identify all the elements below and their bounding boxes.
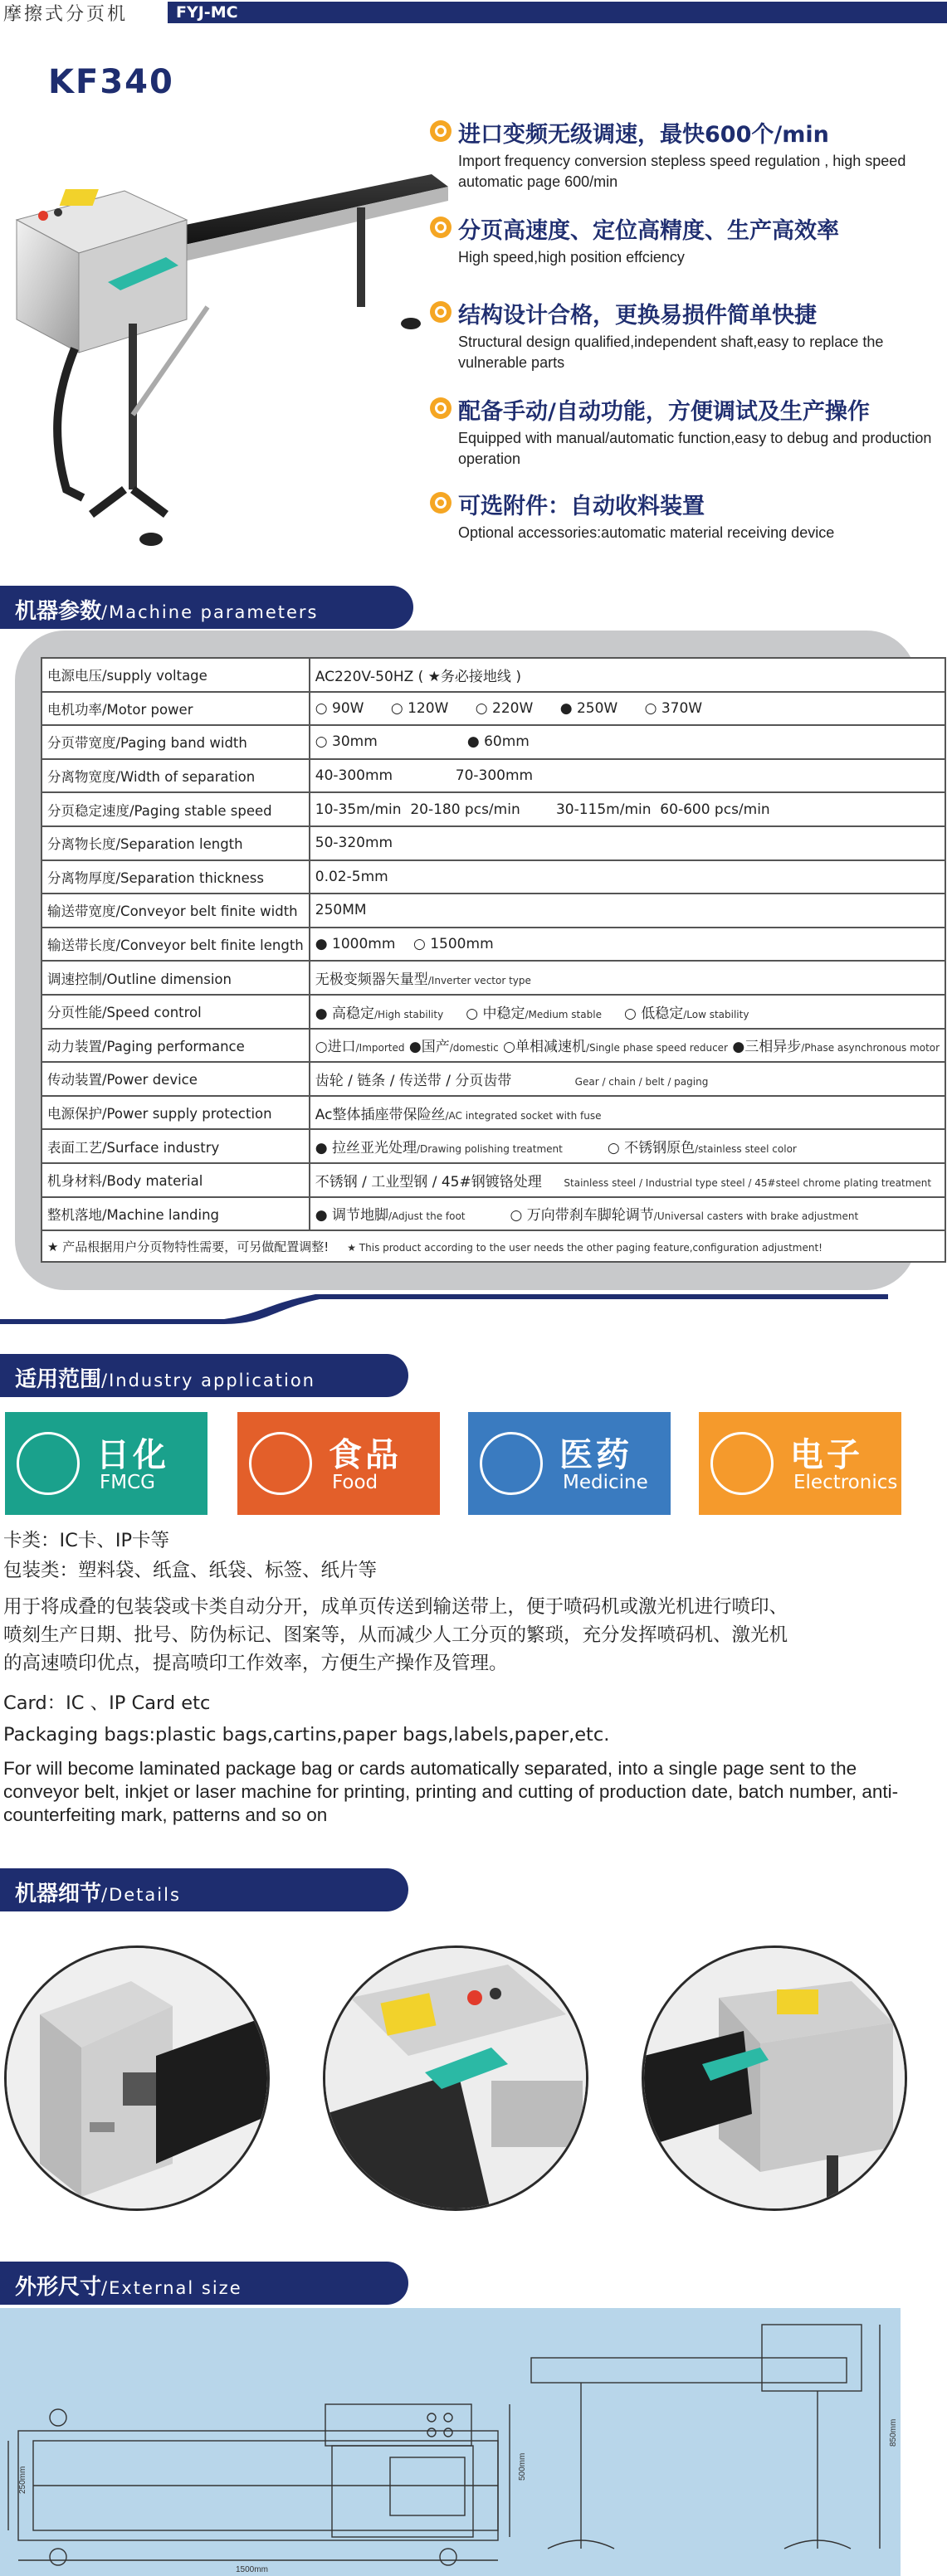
param-label: 分离物宽度/Width of separation <box>41 759 310 793</box>
param-value <box>310 1129 945 1163</box>
bottle-icon <box>17 1432 80 1495</box>
product-category-title: 摩擦式分页机 <box>3 4 129 25</box>
param-value-text: ○ 万向带刹车脚轮调节 <box>465 1207 654 1225</box>
param-value <box>310 1096 945 1130</box>
param-row <box>41 1163 945 1197</box>
dimension-drawing-panel <box>0 2308 901 2576</box>
industry-card <box>699 1412 901 1515</box>
chip-icon <box>710 1432 774 1495</box>
param-row <box>41 1197 945 1231</box>
param-value-text: ●国产 <box>404 1039 450 1056</box>
param-value-text: 齿轮 / 链条 / 传送带 / 分页齿带 <box>315 1072 512 1089</box>
dim-belt-width-label: 250mm <box>18 2466 27 2494</box>
param-value-text: 不锈钢 / 工业型钢 / 45#钢镀铬处理 <box>315 1173 542 1191</box>
param-value-text: ○单相减速机 <box>498 1039 586 1056</box>
feature-desc: Import frequency conversion stepless speed regulation , high speed automatic page 600/min <box>458 153 906 190</box>
param-value-text: ○ 低稳定 <box>601 1005 684 1022</box>
param-value-en: /domestic <box>449 1042 499 1054</box>
param-value-en: /Low stability <box>683 1008 749 1020</box>
param-value-en: /Drawing polishing treatment <box>417 1143 563 1156</box>
usage-cn-3: 的高速喷印优点，提高喷印工作效率，方便生产操作及管理。 <box>3 1653 508 1674</box>
param-label: 电机功率/Motor power <box>41 692 310 726</box>
capsule-icon <box>480 1432 543 1495</box>
dim-width-label: 500mm <box>518 2452 527 2481</box>
industry-card <box>237 1412 440 1515</box>
param-value <box>310 1197 945 1231</box>
param-row <box>41 792 945 826</box>
industry-name-cn: 电子 <box>790 1436 863 1474</box>
machine-hero-image <box>0 141 448 556</box>
param-value-text: 50-320mm <box>315 835 393 852</box>
usage-cn-1: 用于将成叠的包装袋或卡类自动分开，成单页传送到输送带上，便于喷码机或激光机进行喷印、 <box>3 1596 788 1618</box>
param-value-en: /Imported <box>355 1042 405 1054</box>
param-value <box>310 692 945 726</box>
dim-height-label: 850mm <box>889 2418 898 2447</box>
feature-title: 可选附件：自动收料装置 <box>458 494 705 519</box>
header-bar <box>168 2 947 23</box>
feature-desc: Equipped with manual/automatic function,easy to debug and production operation <box>458 430 932 467</box>
product-code: FYJ-MC <box>176 3 238 22</box>
param-value <box>310 894 945 928</box>
decorative-swoosh <box>0 1288 947 1337</box>
param-value-text: ○进口 <box>315 1039 356 1056</box>
param-value-text: ○ 90W ○ 120W ○ 220W ● 250W ○ 370W <box>315 699 703 717</box>
industry-name-en: Food <box>332 1472 378 1493</box>
cards-en: Card：IC 、IP Card etc <box>3 1692 211 1714</box>
param-label: 表面工艺/Surface industry <box>41 1129 310 1163</box>
param-value-text: AC220V-50HZ ( ★务必接地线 ) <box>315 668 521 685</box>
param-value <box>310 792 945 826</box>
param-value-en: /Inverter vector type <box>427 975 531 987</box>
bowl-icon <box>249 1432 312 1495</box>
param-note <box>41 1230 945 1262</box>
dim-length-label: 1500mm <box>236 2565 268 2574</box>
param-label: 调速控制/Outline dimension <box>41 961 310 995</box>
param-value-text: ● 调节地脚 <box>315 1207 389 1225</box>
param-label: 整机落地/Machine landing <box>41 1197 310 1231</box>
param-value-text: ○ 30mm ● 60mm <box>315 733 530 751</box>
feature-desc: Optional accessories:automatic material receiving device <box>458 524 835 541</box>
note-cn: ★ 产品根据用户分页物特性需要，可另做配置调整! <box>47 1239 329 1254</box>
feature-title: 分页高速度、定位高精度、生产高效率 <box>458 218 839 244</box>
param-value <box>310 658 945 692</box>
param-value-en: /Single phase speed reducer <box>585 1042 728 1054</box>
cards-cn: 卡类：IC卡、IP卡等 <box>3 1530 170 1551</box>
param-value-text: ● 拉丝亚光处理 <box>315 1140 417 1157</box>
param-value <box>310 826 945 860</box>
model-name: KF340 <box>48 63 174 101</box>
detail-photo-feeder <box>323 1945 588 2211</box>
param-value-en: /stainless steel color <box>695 1143 797 1156</box>
param-value-text: 40-300mm 70-300mm <box>315 767 534 785</box>
detail-photo-side <box>4 1945 270 2211</box>
param-row <box>41 658 945 692</box>
param-value-text: Ac整体插座带保险丝 <box>315 1106 446 1123</box>
param-row <box>41 860 945 894</box>
param-row <box>41 961 945 995</box>
params-table <box>41 657 946 1263</box>
industry-card <box>468 1412 671 1515</box>
feature-desc: High speed,high position effciency <box>458 249 685 265</box>
param-label: 分离物长度/Separation length <box>41 826 310 860</box>
param-label: 传动装置/Power device <box>41 1062 310 1096</box>
param-row <box>41 1029 945 1063</box>
dimension-drawing <box>0 2308 901 2576</box>
params-panel <box>15 631 940 1290</box>
note-en: ★ This product according to the user needs the other paging feature,configuration adjustment! <box>347 1241 823 1254</box>
param-value-en: /Phase asynchronous motor <box>801 1042 940 1054</box>
param-row <box>41 725 945 759</box>
param-label: 输送带宽度/Conveyor belt finite width <box>41 894 310 928</box>
param-row <box>41 1096 945 1130</box>
param-value <box>310 961 945 995</box>
feature-title: 配备手动/自动功能，方便调试及生产操作 <box>458 399 870 425</box>
param-value-en: /Universal casters with brake adjustment <box>653 1210 859 1223</box>
industry-name-en: Electronics <box>793 1472 898 1493</box>
bags-en: Packaging bags:plastic bags,cartins,paper bags,labels,paper,etc. <box>3 1724 610 1746</box>
bullet-icon <box>430 217 452 238</box>
bags-cn: 包装类：塑料袋、纸盒、纸袋、标签、纸片等 <box>3 1560 378 1581</box>
param-label: 机身材料/Body material <box>41 1163 310 1197</box>
param-value-text: ● 1000mm ○ 1500mm <box>315 936 494 953</box>
usage-en: For will become laminated package bag or cards automatically separated, into a single page sent to the conveyor belt, inkjet or laser machine for printing, printing and cutting of production date, batch number, anti-counterfeiting mark, patterns and so on <box>3 1758 899 1825</box>
industry-name-cn: 日化 <box>96 1436 169 1474</box>
param-value <box>310 1029 945 1063</box>
feature-desc: Structural design qualified,independent shaft,easy to replace the vulnerable parts <box>458 334 884 371</box>
param-label: 分页带宽度/Paging band width <box>41 725 310 759</box>
param-label: 电源电压/supply voltage <box>41 658 310 692</box>
param-value-text: ●三相异步 <box>727 1039 802 1056</box>
param-label: 分页稳定速度/Paging stable speed <box>41 792 310 826</box>
top-header <box>0 0 947 25</box>
param-value-en: Gear / chain / belt / paging <box>511 1075 709 1088</box>
param-row <box>41 759 945 793</box>
industry-name-en: FMCG <box>100 1472 155 1493</box>
param-note-row <box>41 1230 945 1262</box>
param-value-text: ○ 不锈钢原色 <box>562 1140 696 1157</box>
param-row <box>41 1129 945 1163</box>
param-row <box>41 826 945 860</box>
param-value <box>310 1163 945 1197</box>
param-value-text: 无极变频器矢量型 <box>315 971 428 989</box>
industry-name-en: Medicine <box>563 1472 648 1493</box>
param-row <box>41 928 945 962</box>
param-value <box>310 1062 945 1096</box>
param-row <box>41 692 945 726</box>
bullet-icon <box>430 397 452 419</box>
param-value-en: /Adjust the foot <box>388 1210 466 1223</box>
feature-title: 结构设计合格，更换易损件简单快捷 <box>458 303 817 329</box>
param-value-en: /AC integrated socket with fuse <box>445 1109 602 1122</box>
bullet-icon <box>430 120 452 142</box>
param-value <box>310 725 945 759</box>
param-value-text: ● 高稳定 <box>315 1005 375 1022</box>
usage-cn-2: 喷刻生产日期、批号、防伪标记、图案等，从而减少人工分页的繁琐，充分发挥喷码机、激光机 <box>3 1624 788 1646</box>
param-value-text: 10-35m/min 20-180 pcs/min 30-115m/min 60-600 pcs/min <box>315 801 770 818</box>
param-value <box>310 928 945 962</box>
param-value-en: /High stability <box>374 1008 444 1020</box>
param-label: 分页性能/Speed control <box>41 995 310 1029</box>
param-row <box>41 1062 945 1096</box>
bullet-icon <box>430 301 452 323</box>
detail-photo-front <box>642 1945 907 2211</box>
param-row <box>41 995 945 1029</box>
param-value-en: /Medium stable <box>525 1008 602 1020</box>
param-label: 动力装置/Paging performance <box>41 1029 310 1063</box>
bullet-icon <box>430 492 452 514</box>
feature-title: 进口变频无级调速，最快600个/min <box>458 122 829 148</box>
param-value-en: Stainless steel / Industrial type steel / 45#steel chrome plating treatment <box>541 1176 932 1189</box>
param-label: 分离物厚度/Separation thickness <box>41 860 310 894</box>
param-value <box>310 759 945 793</box>
param-row <box>41 894 945 928</box>
param-label: 输送带长度/Conveyor belt finite length <box>41 928 310 962</box>
param-value-text: ○ 中稳定 <box>443 1005 525 1022</box>
param-value <box>310 860 945 894</box>
industry-name-cn: 食品 <box>329 1436 402 1474</box>
param-value-text: 250MM <box>315 902 367 919</box>
param-value-text: 0.02-5mm <box>315 868 388 885</box>
param-label: 电源保护/Power supply protection <box>41 1096 310 1130</box>
industry-name-cn: 医药 <box>559 1436 632 1474</box>
industry-card <box>5 1412 207 1515</box>
param-value <box>310 995 945 1029</box>
